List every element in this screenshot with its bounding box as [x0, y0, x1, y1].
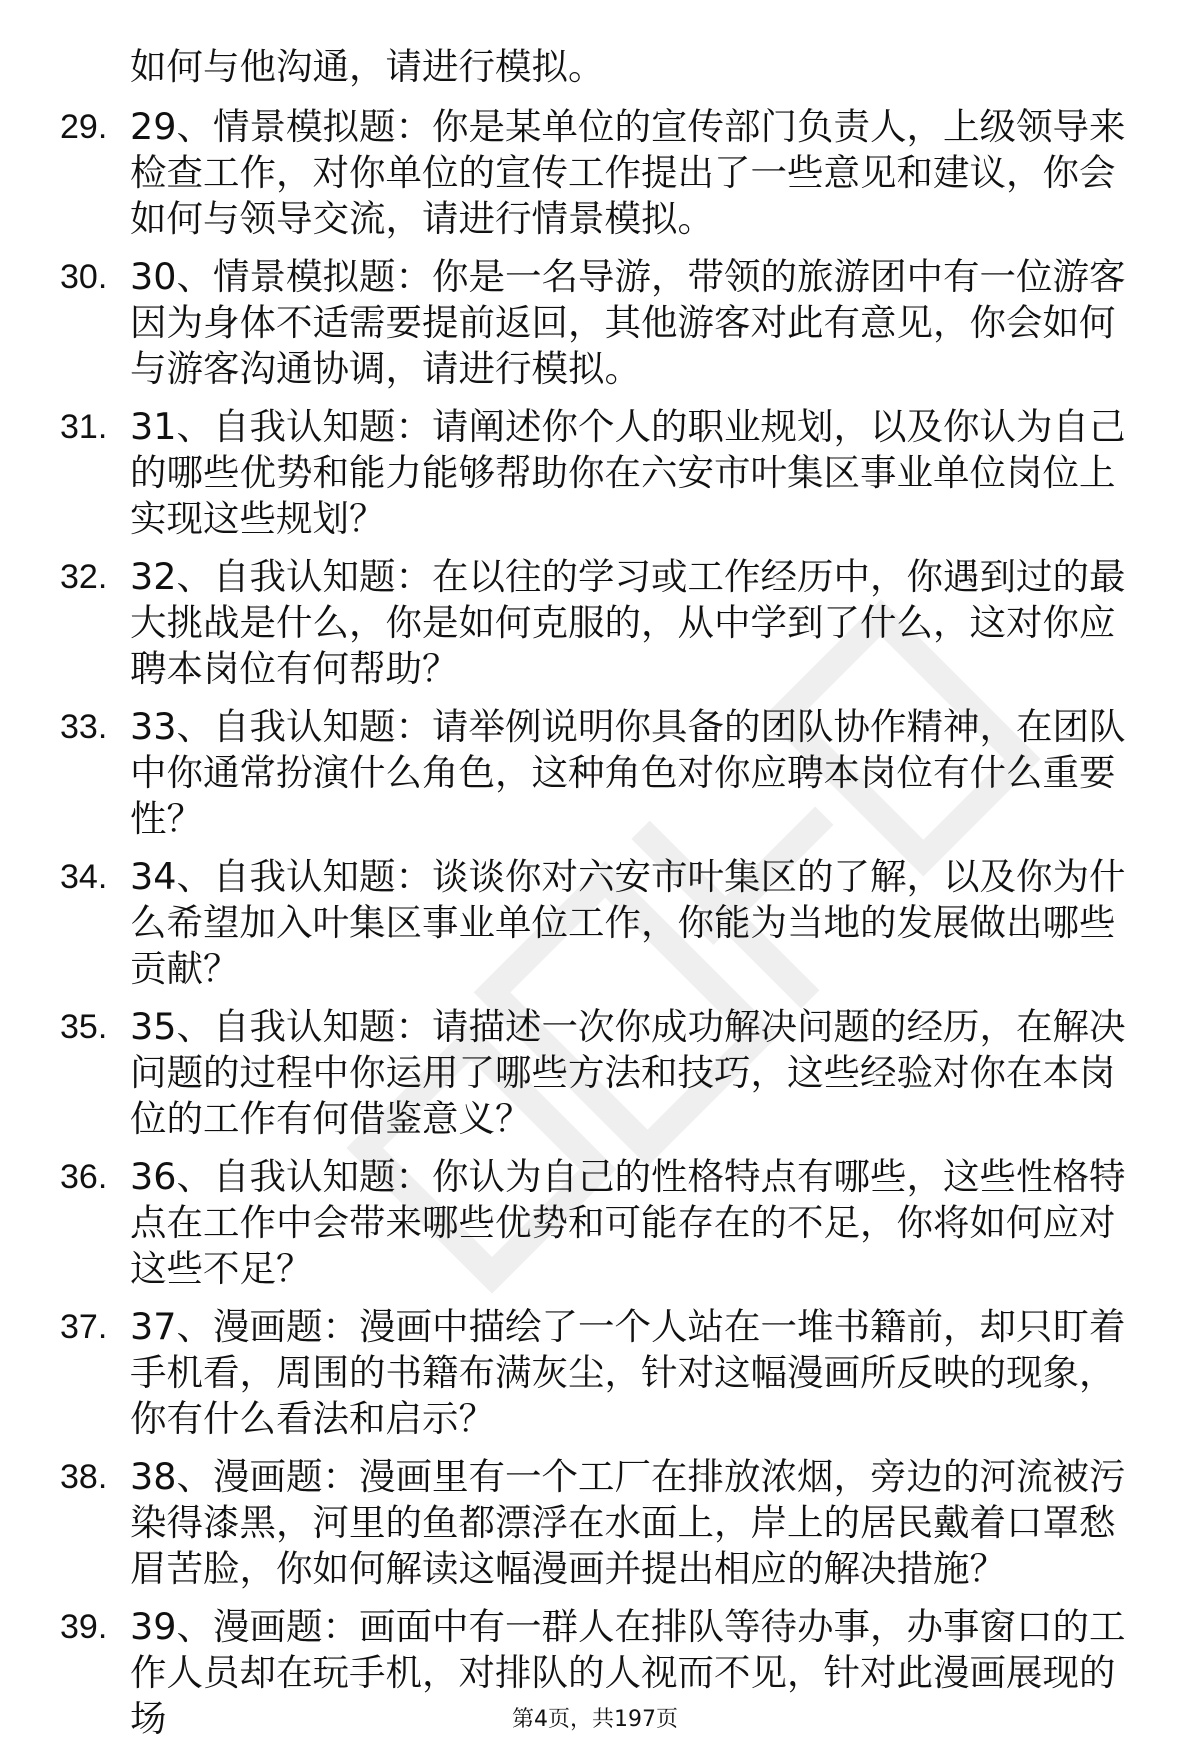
list-item-number: 35.	[60, 1008, 108, 1046]
continued-paragraph: 如何与他沟通，请进行模拟。	[130, 45, 605, 88]
list-item	[60, 704, 1150, 842]
list-item-text: 33、自我认知题：请举例说明你具备的团队协作精神，在团队中你通常扮演什么角色，这种角色对你应聘本岗位有什么重要性？	[130, 705, 1126, 840]
list-item	[60, 404, 1150, 542]
list-item	[60, 1454, 1150, 1592]
list-item-number: 31.	[60, 408, 108, 446]
list-item-text: 37、漫画题：漫画中描绘了一个人站在一堆书籍前，却只盯着手机看，周围的书籍布满灰尘，针对这幅漫画所反映的现象，你有什么看法和启示？	[130, 1305, 1126, 1440]
list-item	[60, 1154, 1150, 1292]
list-item-text: 32、自我认知题：在以往的学习或工作经历中，你遇到过的最大挑战是什么，你是如何克服的，从中学到了什么，这对你应聘本岗位有何帮助？	[130, 555, 1126, 690]
list-item	[60, 854, 1150, 992]
list-item-text: 29、情景模拟题：你是某单位的宣传部门负责人，上级领导来检查工作，对你单位的宣传工作提出了一些意见和建议，你会如何与领导交流，请进行情景模拟。	[130, 105, 1126, 240]
page-number-footer: 第4页，共197页	[512, 1707, 678, 1732]
list-item-number: 32.	[60, 558, 108, 596]
list-item	[60, 254, 1150, 392]
list-item-number: 39.	[60, 1608, 108, 1646]
list-item-number: 36.	[60, 1158, 108, 1196]
list-item-number: 29.	[60, 108, 108, 146]
list-item	[60, 104, 1150, 242]
list-item-text: 30、情景模拟题：你是一名导游，带领的旅游团中有一位游客因为身体不适需要提前返回，其他游客对此有意见，你会如何与游客沟通协调，请进行模拟。	[130, 255, 1126, 390]
list-item	[60, 554, 1150, 692]
list-item-number: 30.	[60, 258, 108, 296]
list-item-text: 36、自我认知题：你认为自己的性格特点有哪些，这些性格特点在工作中会带来哪些优势和可能存在的不足，你将如何应对这些不足？	[130, 1155, 1126, 1290]
question-list	[60, 44, 1150, 1754]
list-item-text: 31、自我认知题：请阐述你个人的职业规划，以及你认为自己的哪些优势和能力能够帮助你在六安市叶集区事业单位岗位上实现这些规划？	[130, 405, 1126, 540]
list-item-text: 34、自我认知题：谈谈你对六安市叶集区的了解，以及你为什么希望加入叶集区事业单位工作，你能为当地的发展做出哪些贡献？	[130, 855, 1126, 990]
list-item-number: 33.	[60, 708, 108, 746]
list-item-text: 38、漫画题：漫画里有一个工厂在排放浓烟，旁边的河流被污染得漆黑，河里的鱼都漂浮在水面上，岸上的居民戴着口罩愁眉苦脸，你如何解读这幅漫画并提出相应的解决措施？	[130, 1455, 1126, 1590]
list-item-number: 38.	[60, 1458, 108, 1496]
list-item-text: 39、漫画题：画面中有一群人在排队等待办事，办事窗口的工作人员却在玩手机，对排队的人视而不见，针对此漫画展现的场	[130, 1605, 1126, 1740]
list-item-text: 35、自我认知题：请描述一次你成功解决问题的经历，在解决问题的过程中你运用了哪些方法和技巧，这些经验对你在本岗位的工作有何借鉴意义？	[130, 1005, 1126, 1140]
list-item-number: 37.	[60, 1308, 108, 1346]
list-item	[60, 1004, 1150, 1142]
list-item	[60, 1304, 1150, 1442]
list-item-number: 34.	[60, 858, 108, 896]
